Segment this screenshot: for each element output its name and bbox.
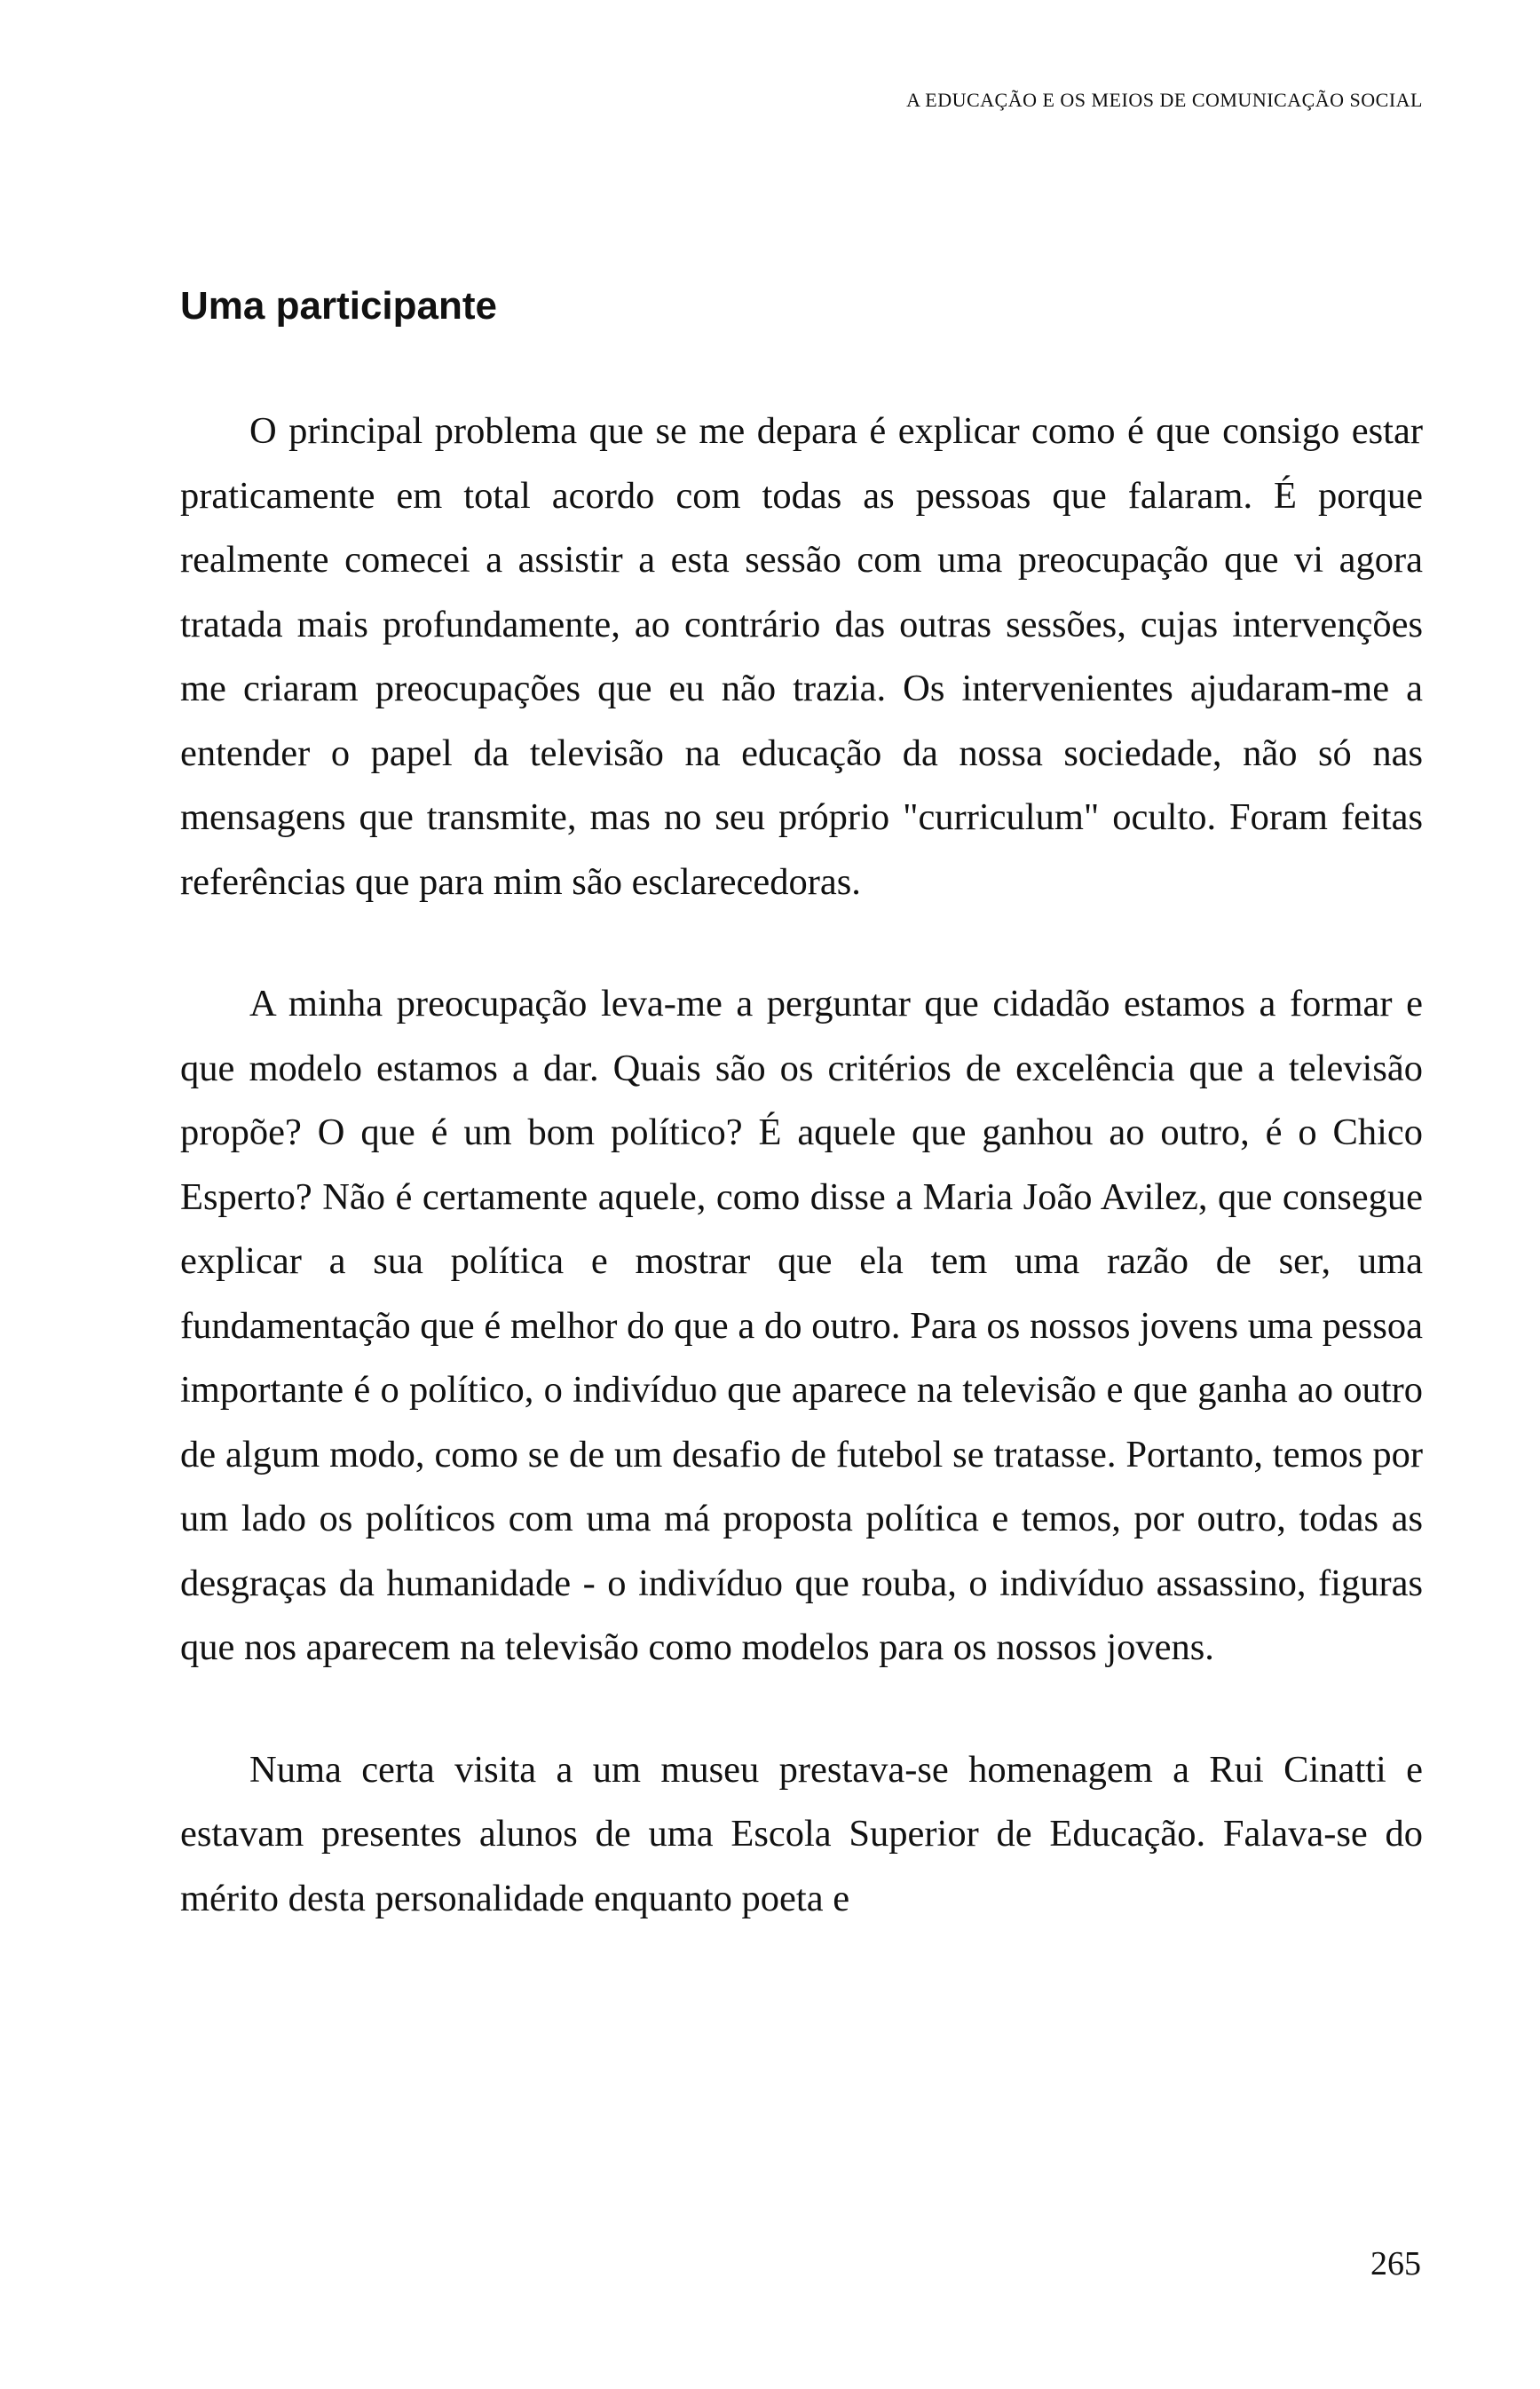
page-content bbox=[180, 282, 1423, 1931]
paragraph-2: A minha preocupação leva-me a perguntar que cidadão estamos a formar e que modelo estamos a dar. Quais são os critérios de excelência que a televisão propõe? O que é um bom político? É aquele que ganhou ao outro, é o Chico Esperto? Não é certamente aquele, como disse a Maria João Avilez, que consegue explicar a sua política e mostrar que ela tem uma razão de ser, uma fundamentação que é melhor do que a do outro. Para os nossos jovens uma pessoa importante é o político, o indivíduo que aparece na televisão e que ganha ao outro de algum modo, como se de um desafio de futebol se tratasse. Portanto, temos por um lado os políticos com uma má proposta política e temos, por outro, todas as desgraças da humanidade - o indivíduo que rouba, o indivíduo assassino, figuras que nos aparecem na televisão como modelos para os nossos jovens. bbox=[180, 983, 1423, 1668]
page-number: 265 bbox=[1370, 2245, 1421, 2282]
running-header: A EDUCAÇÃO E OS MEIOS DE COMUNICAÇÃO SOCIAL bbox=[906, 89, 1423, 111]
section-heading: Uma participante bbox=[180, 284, 497, 328]
paragraph-3: Numa certa visita a um museu prestava-se homenagem a Rui Cinatti e estavam presentes alunos de uma Escola Superior de Educação. Falava-se do mérito desta personalidade enquanto poeta e bbox=[180, 1748, 1423, 1919]
paragraph-1: O principal problema que se me depara é explicar como é que consigo estar praticamente em total acordo com todas as pessoas que falaram. É porque realmente comecei a assistir a esta sessão com uma preocupação que vi agora tratada mais profundamente, ao contrário das outras sessões, cujas intervenções me criaram preocupações que eu não trazia. Os intervenientes ajudaram-me a entender o papel da televisão na educação da nossa sociedade, não só nas mensagens que transmite, mas no seu próprio "curriculum" oculto. Foram feitas referências que para mim são esclarecedoras. bbox=[180, 410, 1423, 903]
